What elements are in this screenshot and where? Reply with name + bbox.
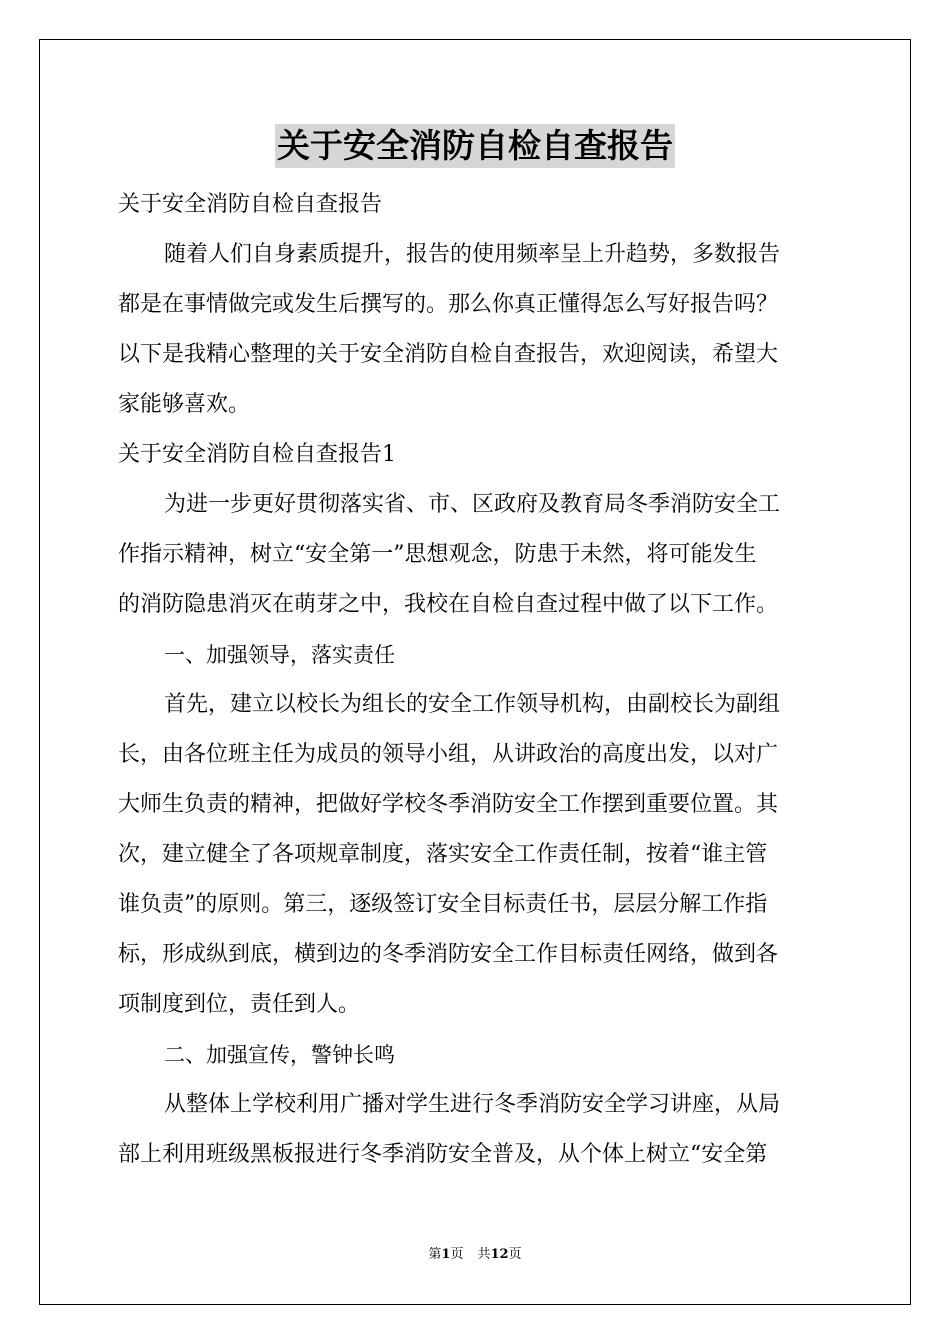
total-prefix: 共 <box>477 1247 491 1262</box>
para2-line: 谁负责”的原则。第三，逐级签订安全目标责任书，层层分解工作指 <box>118 892 768 917</box>
para1-line: 为进一步更好贯彻落实省、市、区政府及教育局冬季消防安全工 <box>164 492 781 517</box>
para2-line: 长，由各位班主任为成员的领导小组，从讲政治的高度出发，以对广 <box>118 742 779 767</box>
document-body <box>118 180 832 1180</box>
para1-line: 的消防隐患消灭在萌芽之中，我校在自检自查过程中做了以下工作。 <box>118 592 779 617</box>
para3-line: 部上利用班级黑板报进行冬季消防安全普及，从个体上树立“安全第 <box>118 1142 768 1167</box>
document-subtitle: 关于安全消防自检自查报告 <box>118 192 383 217</box>
para2-line: 大师生负责的精神，把做好学校冬季消防安全工作摆到重要位置。其 <box>118 792 779 817</box>
intro-line: 家能够喜欢。 <box>118 392 251 417</box>
section-title: 关于安全消防自检自查报告1 <box>118 442 396 467</box>
page-footer <box>0 1246 950 1264</box>
title-container <box>0 124 950 168</box>
para2-line: 标，形成纵到底，横到边的冬季消防安全工作目标责任网络，做到各 <box>118 942 779 967</box>
heading-leadership: 一、加强领导，落实责任 <box>164 643 395 667</box>
para2-line: 项制度到位，责任到人。 <box>118 992 361 1017</box>
page-prefix: 第 <box>428 1247 442 1262</box>
page-total: 12 <box>490 1247 509 1262</box>
para2-line: 次，建立健全了各项规章制度，落实安全工作责任制，按着“谁主管 <box>118 842 768 867</box>
intro-line: 以下是我精心整理的关于安全消防自检自查报告，欢迎阅读，希望大 <box>118 342 779 367</box>
total-suffix: 页 <box>508 1247 522 1262</box>
intro-line: 随着人们自身素质提升，报告的使用频率呈上升趋势，多数报告 <box>164 242 781 267</box>
para1-line: 作指示精神，树立“安全第一”思想观念，防患于未然，将可能发生 <box>118 542 757 567</box>
para2-line: 首先，建立以校长为组长的安全工作领导机构，由副校长为副组 <box>164 692 781 717</box>
para3-line: 从整体上学校利用广播对学生进行冬季消防安全学习讲座，从局 <box>164 1092 781 1117</box>
page-suffix: 页 <box>450 1247 464 1262</box>
heading-publicity: 二、加强宣传，警钟长鸣 <box>164 1043 395 1067</box>
intro-line: 都是在事情做完或发生后撰写的。那么你真正懂得怎么写好报告吗？ <box>118 292 779 317</box>
page-current: 1 <box>441 1247 451 1262</box>
document-title: 关于安全消防自检自查报告 <box>275 124 675 168</box>
